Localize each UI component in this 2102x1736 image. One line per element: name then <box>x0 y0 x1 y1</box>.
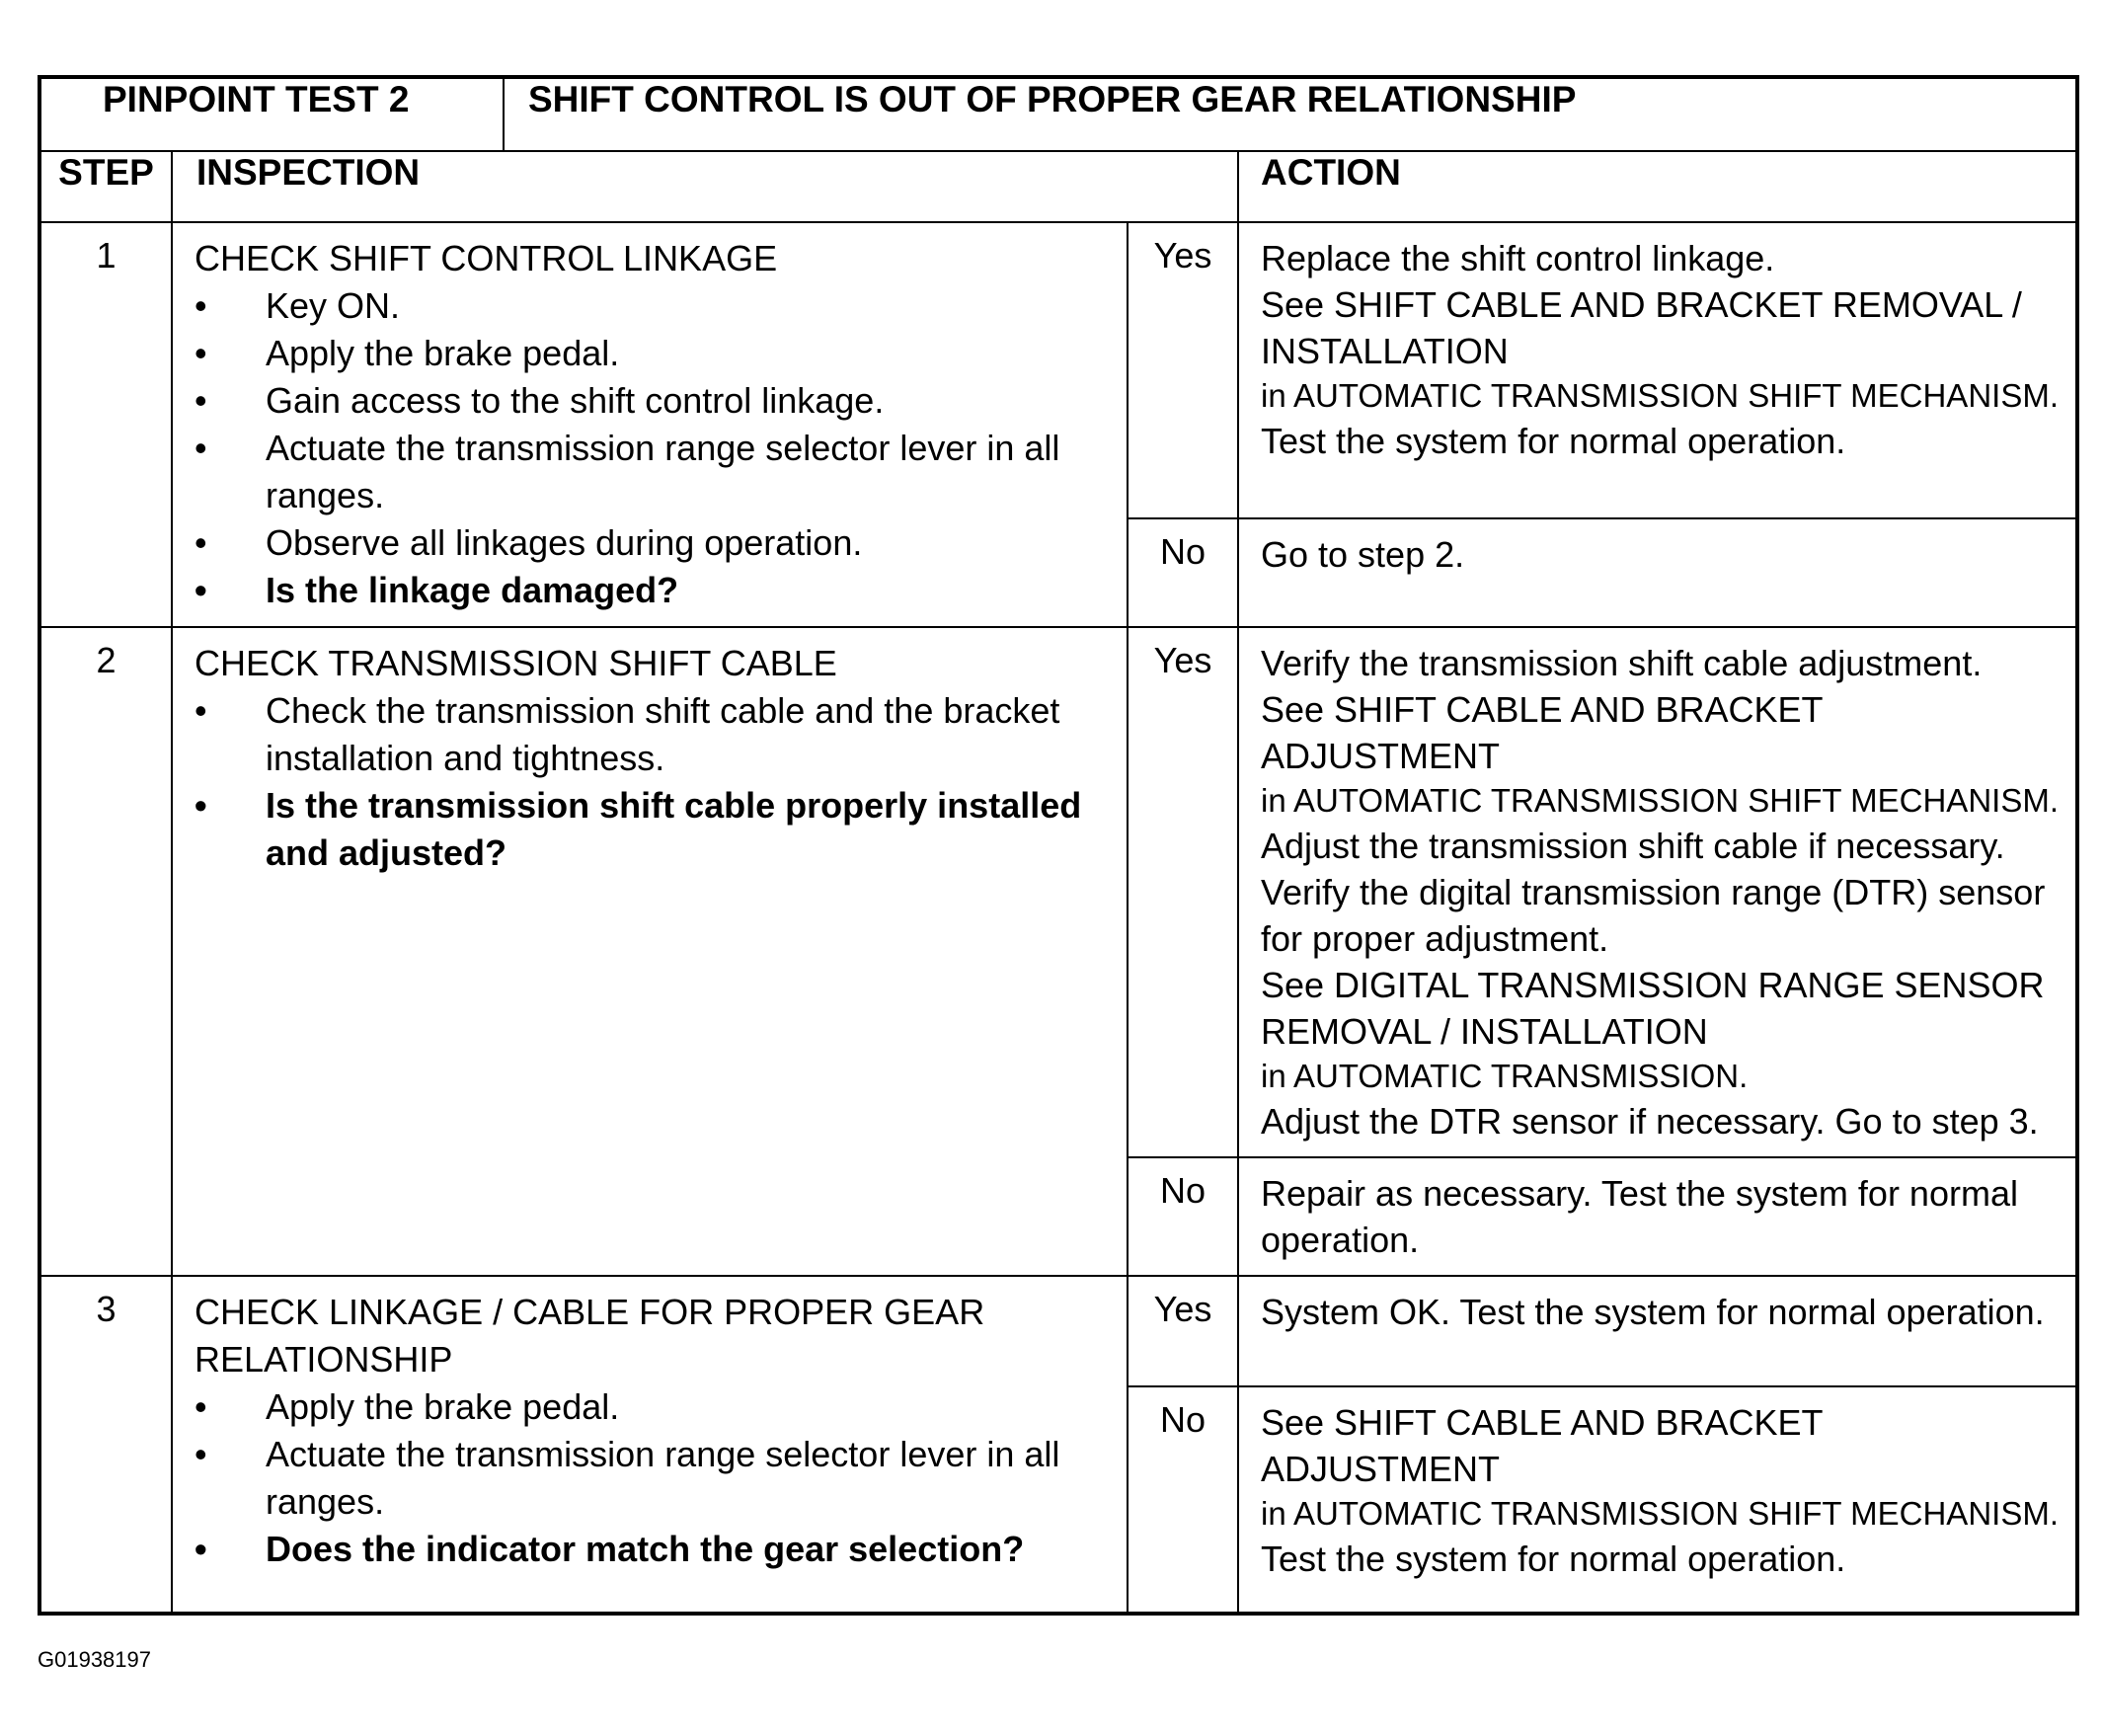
step-number: 1 <box>39 222 172 627</box>
step-1-yes-row <box>39 222 2077 518</box>
bullet-item: • Key ON. <box>195 282 1115 330</box>
action-line: See SHIFT CABLE AND BRACKET ADJUSTMENT <box>1261 1402 1823 1489</box>
action-line: See SHIFT CABLE AND BRACKET ADJUSTMENT <box>1261 689 1823 776</box>
action-line: in AUTOMATIC TRANSMISSION SHIFT MECHANISM. <box>1261 782 2059 819</box>
bullet-item: • Actuate the transmission range selector lever in all ranges. <box>195 425 1115 519</box>
test-label: PINPOINT TEST 2 <box>39 77 504 151</box>
action-line: Repair as necessary. Test the system for normal operation. <box>1261 1173 2018 1260</box>
bullet-list <box>195 1383 1115 1573</box>
action-line: Adjust the transmission shift cable if necessary. <box>1261 826 2005 866</box>
inspection-question: • Is the linkage damaged? <box>195 567 1115 614</box>
inspection-header: INSPECTION <box>172 151 1238 222</box>
step-heading: CHECK SHIFT CONTROL LINKAGE <box>195 238 778 278</box>
action-line: Test the system for normal operation. <box>1261 421 1846 461</box>
action-line: Adjust the DTR sensor if necessary. Go to step 3. <box>1261 1101 2039 1142</box>
yes-label: Yes <box>1128 627 1238 1157</box>
action-line: in AUTOMATIC TRANSMISSION SHIFT MECHANISM. <box>1261 377 2059 414</box>
yes-action <box>1238 1276 2077 1386</box>
no-label: No <box>1128 518 1238 627</box>
test-title: SHIFT CONTROL IS OUT OF PROPER GEAR RELATIONSHIP <box>504 77 2077 151</box>
yes-label: Yes <box>1128 222 1238 518</box>
header-row <box>39 151 2077 222</box>
action-line: Verify the transmission shift cable adjustment. <box>1261 643 1983 683</box>
inspection-question: • Is the transmission shift cable properly installed and adjusted? <box>195 782 1115 877</box>
no-action <box>1238 1386 2077 1614</box>
no-action <box>1238 518 2077 627</box>
action-line: in AUTOMATIC TRANSMISSION SHIFT MECHANISM. <box>1261 1495 2059 1532</box>
yes-action <box>1238 222 2077 518</box>
figure-id: G01938197 <box>38 1647 151 1672</box>
step-inspection <box>172 222 1128 627</box>
step-heading: CHECK TRANSMISSION SHIFT CABLE <box>195 643 837 683</box>
action-line: Test the system for normal operation. <box>1261 1539 1846 1579</box>
bullet-item: • Apply the brake pedal. <box>195 1383 1115 1431</box>
no-label: No <box>1128 1157 1238 1276</box>
inspection-question: • Does the indicator match the gear selection? <box>195 1526 1115 1573</box>
action-header: ACTION <box>1238 151 2077 222</box>
bullet-list <box>195 282 1115 614</box>
bullet-item: • Check the transmission shift cable and the bracket installation and tightness. <box>195 687 1115 782</box>
step-header: STEP <box>39 151 172 222</box>
action-line: System OK. Test the system for normal operation. <box>1261 1292 2045 1332</box>
bullet-item: • Actuate the transmission range selector lever in all ranges. <box>195 1431 1115 1526</box>
pinpoint-test-sheet <box>38 75 2075 1616</box>
bullet-item: • Apply the brake pedal. <box>195 330 1115 377</box>
step-number: 3 <box>39 1276 172 1614</box>
step-inspection <box>172 1276 1128 1614</box>
action-line: in AUTOMATIC TRANSMISSION. <box>1261 1058 1749 1094</box>
title-row <box>39 77 2077 151</box>
yes-label: Yes <box>1128 1276 1238 1386</box>
step-inspection <box>172 627 1128 1276</box>
bullet-item: • Gain access to the shift control linkage. <box>195 377 1115 425</box>
step-heading: CHECK LINKAGE / CABLE FOR PROPER GEAR RELATIONSHIP <box>195 1292 985 1380</box>
step-number: 2 <box>39 627 172 1276</box>
action-line: Go to step 2. <box>1261 534 1465 575</box>
action-line: Verify the digital transmission range (DTR) sensor for proper adjustment. <box>1261 872 2046 959</box>
no-action <box>1238 1157 2077 1276</box>
action-line: See SHIFT CABLE AND BRACKET REMOVAL / INSTALLATION <box>1261 284 2022 371</box>
no-label: No <box>1128 1386 1238 1614</box>
pinpoint-test-table <box>38 75 2079 1616</box>
bullet-list <box>195 687 1115 877</box>
yes-action <box>1238 627 2077 1157</box>
bullet-item: • Observe all linkages during operation. <box>195 519 1115 567</box>
step-3-yes-row <box>39 1276 2077 1386</box>
action-line: Replace the shift control linkage. <box>1261 238 1775 278</box>
action-line: See DIGITAL TRANSMISSION RANGE SENSOR REMOVAL / INSTALLATION <box>1261 965 2045 1052</box>
step-2-yes-row <box>39 627 2077 1157</box>
